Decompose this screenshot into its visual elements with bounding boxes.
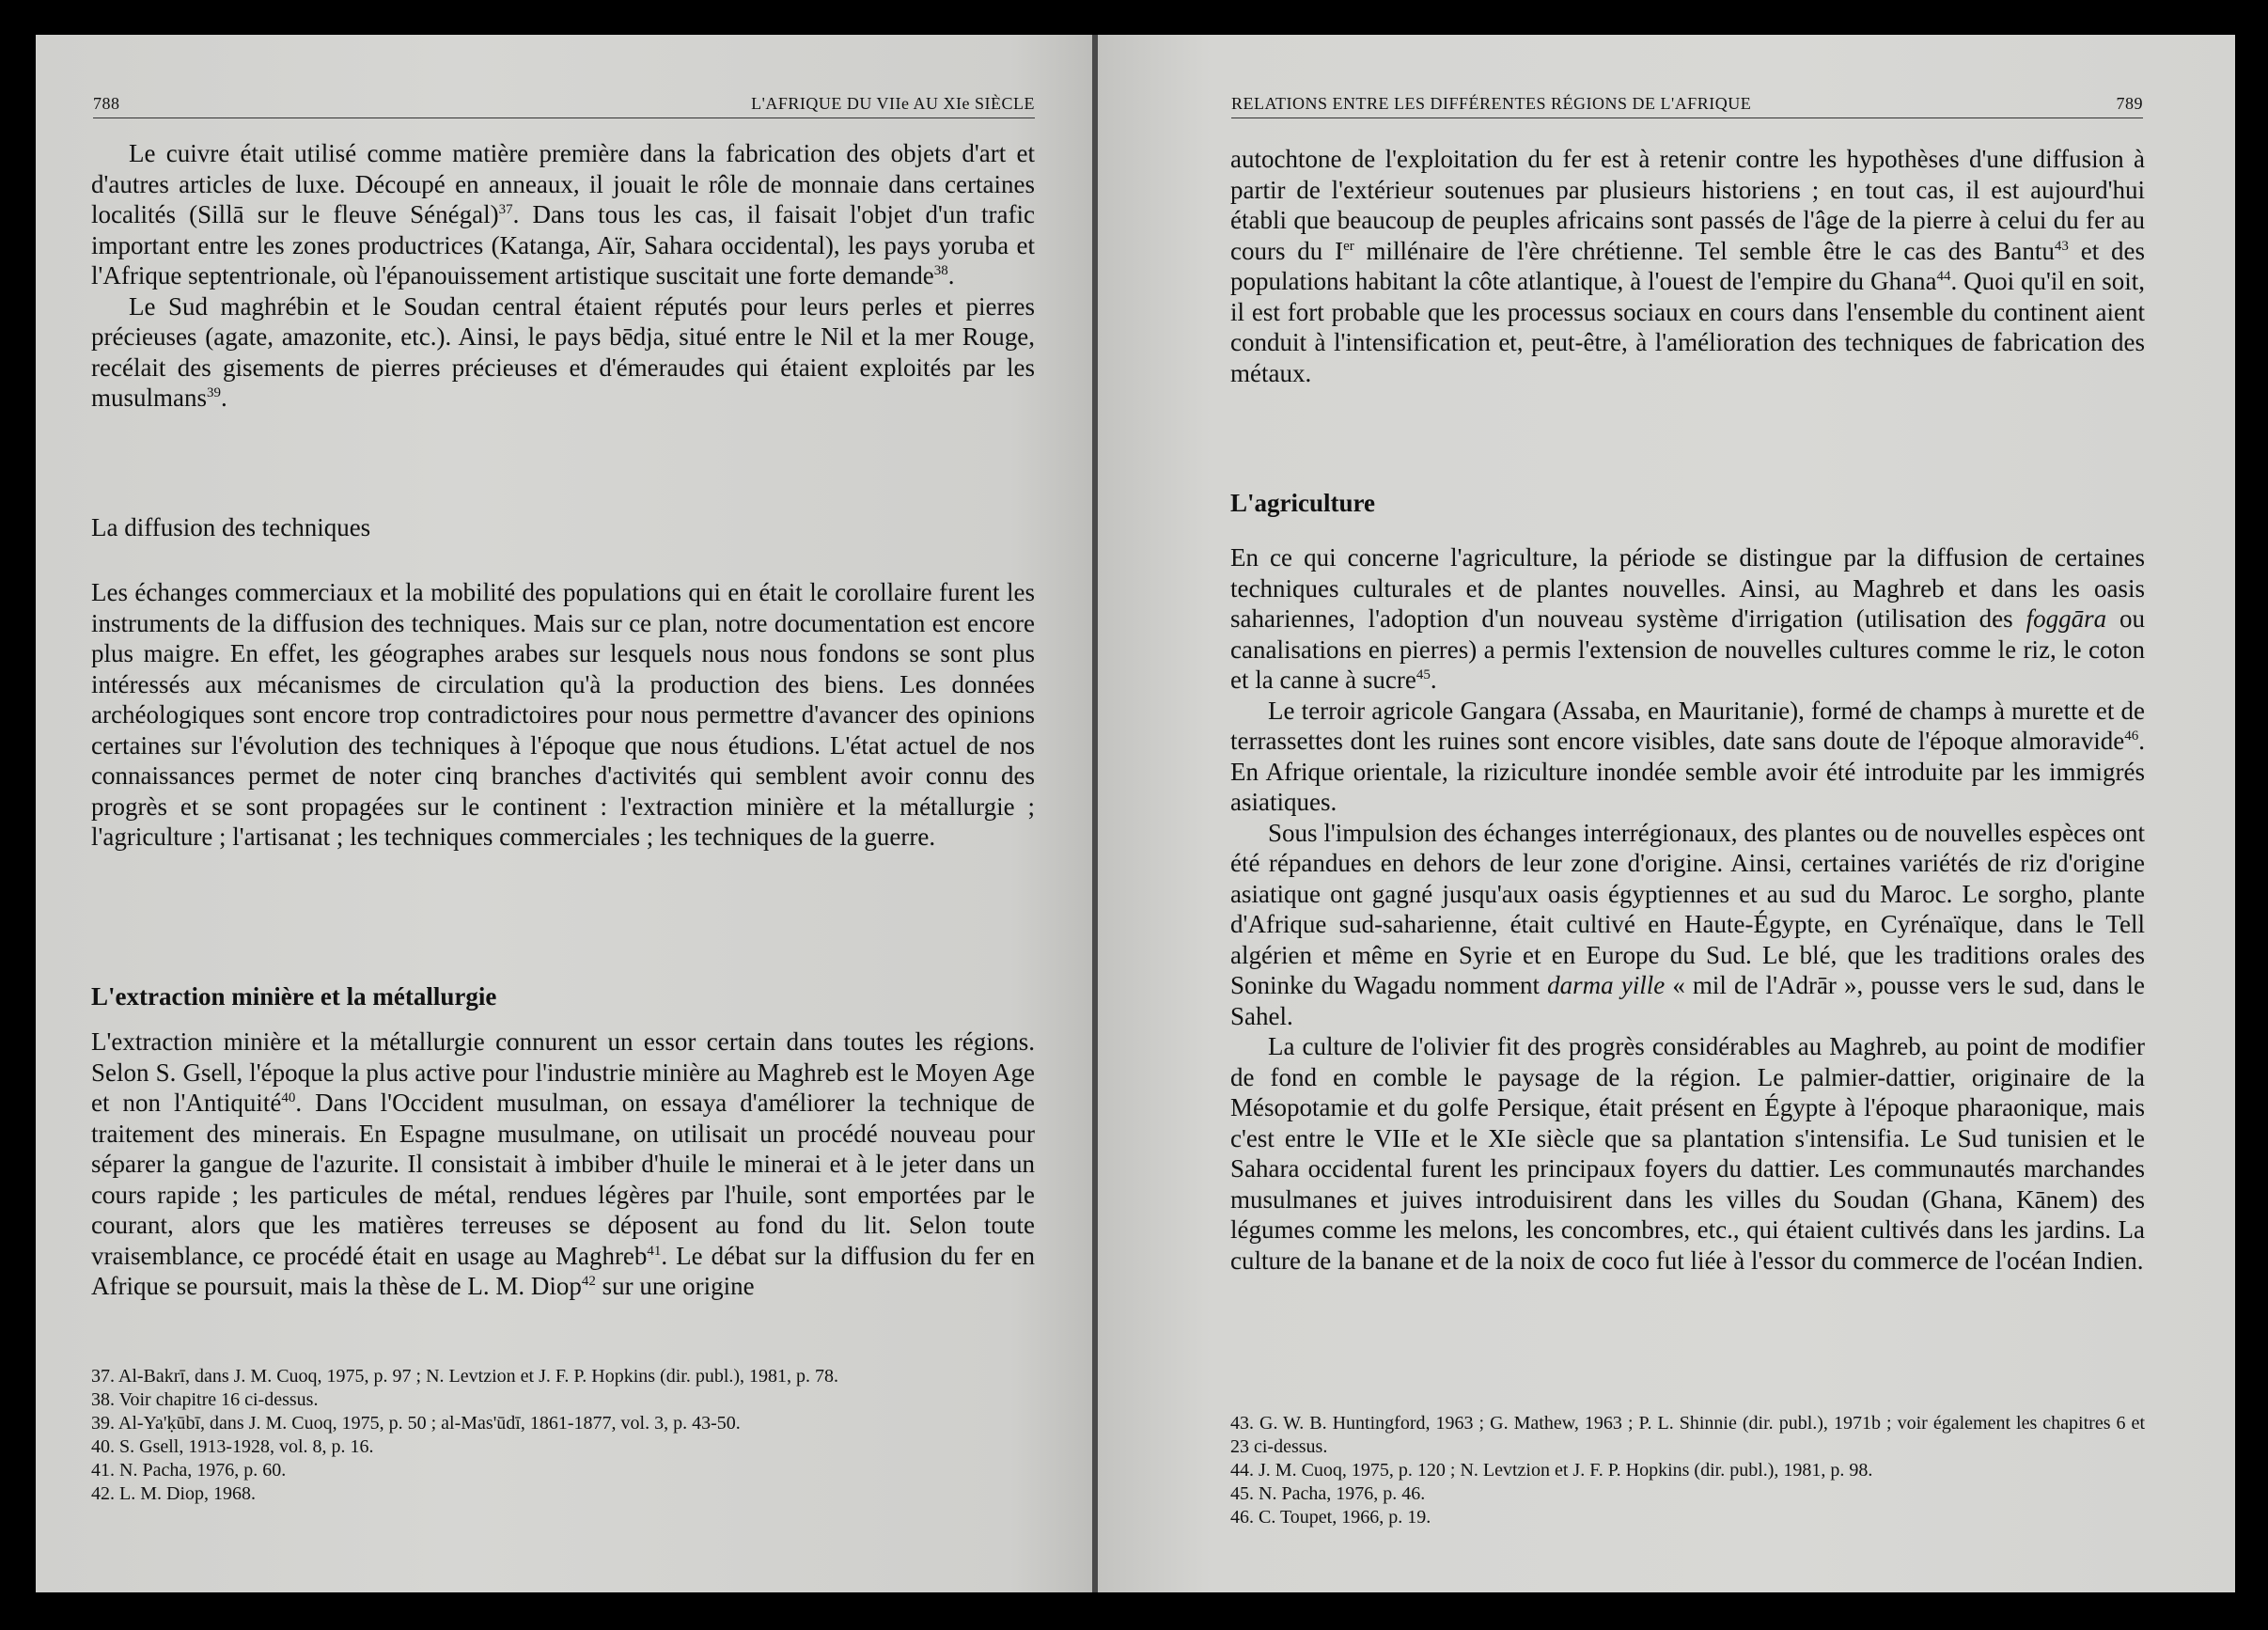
paragraph xyxy=(1230,696,2145,818)
small-caps-century: XIe xyxy=(1488,1123,1526,1152)
text-run: En ce qui concerne l'agriculture, la période se distingue par la diffusion de certaines techniques culturales et de plantes nouvelles. Ainsi, au Maghreb et dans les oasis sahariennes, l'adoption d'un nouveau système d'irrigation (utilisation des xyxy=(1230,543,2145,633)
text-run: . Quoi qu'il en soit, il est fort probable que les processus sociaux en cours dans l'ensemble du continent aient conduit à l'intensification et, peut-être, à l'amélioration des techniques de fabrication des métaux. xyxy=(1230,267,2145,387)
text-run: . Dans tous les cas, il faisait l'objet d'un trafic important entre les zones productrices (Katanga, Aïr, Sahara occidental), les pays yoruba et l'Afrique septentrionale, où l'épanouissement artistique suscitait une forte demande xyxy=(91,200,1035,290)
text-run: Sous l'impulsion des échanges interrégionaux, des plantes ou de nouvelles espèces ont été répandues en dehors de leur zone d'origine. Ainsi, certaines variétés de riz d'origine asiatique ont gagné jusqu'aux oasis égyptiennes et au sud du Maroc. Le sorgho, plante d'Afrique sud-saharienne, était cultivé en Haute-Égypte, en Cyrénaïque, dans le Tell algérien et même en Syrie et en Europe du Sud. Le blé, que les traditions orales des Soninke du Wagadu nomment xyxy=(1230,818,2145,999)
superscript: er xyxy=(1343,238,1354,254)
running-title: RELATIONS ENTRE LES DIFFÉRENTES RÉGIONS DE L'AFRIQUE xyxy=(1231,94,1752,113)
footnote-ref: 40 xyxy=(281,1090,296,1105)
text-run: . Le débat sur la diffusion du fer en Afrique se poursuit, mais la thèse de L. M. Diop xyxy=(91,1241,1035,1300)
footnote-ref: 37 xyxy=(498,202,513,217)
text-run: « mil de l'Adrār », pousse vers le sud, dans le Sahel. xyxy=(1230,971,2145,1030)
text-run: et des populations habitant la côte atlantique, à l'ouest de l'empire du Ghana xyxy=(1230,236,2145,295)
subsection-title: L'agriculture xyxy=(1230,489,1375,517)
left-page xyxy=(36,35,1095,1592)
left-body-2 xyxy=(91,577,1035,853)
right-footnotes xyxy=(1230,1412,2145,1529)
footnote: 44. J. M. Cuoq, 1975, p. 120 ; N. Levtzion et J. F. P. Hopkins (dir. publ.), 1981, p. 98. xyxy=(1230,1460,1873,1481)
text-run: . En Afrique orientale, la riziculture inondée semble avoir été introduite par les immigrés asiatiques. xyxy=(1230,727,2145,816)
left-running-head xyxy=(93,84,1035,118)
footnote: 38. Voir chapitre 16 ci-dessus. xyxy=(91,1389,319,1410)
text-run: Le Sud maghrébin et le Soudan central étaient réputés pour leurs perles et pierres précieuses (agate, amazonite, etc.). Ainsi, le pays bēdja, situé entre le Nil et la mer Rouge, recélait des gisements de pierres précieuses et d'émeraudes qui étaient exploités par les musulmans xyxy=(91,291,1035,412)
paragraph xyxy=(1230,818,2145,1032)
section-title: La diffusion des techniques xyxy=(91,513,371,541)
footnote: 46. C. Toupet, 1966, p. 19. xyxy=(1230,1507,1431,1528)
text-run: La culture de l'olivier fit des progrès considérables au Maghreb, au point de modifier de fond en comble le paysage de la région. Le palmier-dattier, originaire de la Mésopotamie et du golfe Persique, était présent en Égypte à l'époque pharaonique, mais c'est entre le xyxy=(1230,1032,2145,1152)
footnote-ref: 42 xyxy=(581,1274,596,1289)
footnote: 39. Al-Ya'ḳūbī, dans J. M. Cuoq, 1975, p. 50 ; al-Mas'ūdī, 1861-1877, vol. 3, p. 43-50. xyxy=(91,1413,741,1434)
footnote-ref: 45 xyxy=(1416,667,1431,682)
small-caps-century: VIIe xyxy=(1373,1123,1421,1152)
left-body xyxy=(91,138,1035,414)
left-footnotes xyxy=(91,1365,1033,1506)
footnote-ref: 43 xyxy=(2054,238,2069,254)
paragraph: En ce qui concerne l'agriculture, la période se distingue par la diffusion de certaines techniques culturales et de plantes nouvelles. Ainsi, au Maghreb et dans les oasis sahariennes, l'adoption d'un nouveau système d'irrigation (utilisation des foggāra ou canalisations en pierres) a permis l'extension de nouvelles cultures comme le riz, le coton et la canne à sucre$^{45}$. xyxy=(1230,543,2145,694)
footnote: 37. Al-Bakrī, dans J. M. Cuoq, 1975, p. 97 ; N. Levtzion et J. F. P. Hopkins (dir. publ.), 1981, p. 78. xyxy=(91,1366,839,1387)
footnote: 43. G. W. B. Huntingford, 1963 ; G. Mathew, 1963 ; P. L. Shinnie (dir. publ.), 1971b ; voir également les chapitres 6 et 23 ci-dessus. xyxy=(1230,1413,2145,1457)
footnote-ref: 46 xyxy=(2124,729,2139,744)
footnote: 45. N. Pacha, 1976, p. 46. xyxy=(1230,1483,1426,1504)
running-title: L'AFRIQUE DU VIIe AU XIe SIÈCLE xyxy=(751,94,1035,113)
text-run: L'extraction minière et la métallurgie connurent un essor certain dans toutes les régions. Selon S. Gsell, l'époque la plus active pour l'industrie minière au Maghreb est le Moyen Age et non l'Antiquité xyxy=(91,1027,1035,1117)
footnote: 40. S. Gsell, 1913-1928, vol. 8, p. 16. xyxy=(91,1436,374,1457)
text-run: siècle que sa plantation s'intensifia. Le Sud tunisien et le Sahara occidental furent les principaux foyers du dattier. Les communautés marchandes musulmanes et juives introduisirent dans les villes du Soudan (Ghana, Kānem) des légumes comme les melons, les concombres, etc., qui étaient cultivés dans les jardins. La culture de la banane et de la noix de coco fut liée à l'essor du commerce de l'océan Indien. xyxy=(1230,1123,2145,1275)
subsection-title: L'extraction minière et la métallurgie xyxy=(91,982,497,1011)
footnote-ref: 39 xyxy=(207,385,222,400)
text-run: millénaire de l'ère chrétienne. Tel semble être le cas des Bantu xyxy=(1353,236,2055,265)
footnote: 41. N. Pacha, 1976, p. 60. xyxy=(91,1460,287,1481)
text-run: ou canalisations en pierres) a permis l'extension de nouvelles cultures comme le riz, le coton et la canne à sucre xyxy=(1230,604,2145,694)
right-running-head xyxy=(1231,84,2143,118)
footnote-ref: 44 xyxy=(1936,269,1951,284)
left-body-3 xyxy=(91,1027,1035,1302)
paragraph: Les échanges commerciaux et la mobilité des populations qui en était le corollaire furent les instruments de la diffusion des techniques. Mais sur ce plan, notre documentation est encore plus maigre. En effet, les géographes arabes sur lesquels nous nous fondons se sont plus intéressés aux mécanismes de circulation qu'à la production des biens. Les données archéologiques sont encore trop contradictoires pour nous permettre d'avancer des opinions certaines sur l'évolution des techniques à l'époque que nous étudions. L'état actuel de nos connaissances permet de noter cinq branches d'activités qui semblent avoir connu des progrès et se sont propagées sur le continent : l'extraction minière et la métallurgie ; l'agriculture ; l'artisanat ; les techniques commerciales ; les techniques de la guerre. xyxy=(91,578,1035,851)
italic-term: foggāra xyxy=(2026,604,2107,633)
italic-term: darma yille xyxy=(1547,971,1666,999)
paragraph: Le cuivre était utilisé comme matière première dans la fabrication des objets d'art et d'autres articles de luxe. Découpé en anneaux, il jouait le rôle de monnaie dans certaines localités (Sillā sur le fleuve Sénégal)$^{37}$. Dans tous les cas, il faisait l'objet d'un trafic important entre les zones productrices (Katanga, Aïr, Sahara occidental), les pays yoruba et l'Afrique septentrionale, où l'épanouissement artistique suscitait une forte demande$^{38}$. xyxy=(91,139,1035,290)
footnote: 42. L. M. Diop, 1968. xyxy=(91,1483,256,1504)
paragraph xyxy=(1230,144,2145,388)
right-body-2 xyxy=(1230,542,2145,1276)
paragraph xyxy=(91,1027,1035,1302)
paragraph xyxy=(1230,1031,2145,1276)
text-run: Le terroir agricole Gangara (Assaba, en Mauritanie), formé de champs à murette et de terrassettes dont les ruines sont encore visibles, date sans doute de l'époque almoravide xyxy=(1230,696,2145,755)
page-number: 788 xyxy=(93,94,120,113)
right-page xyxy=(1098,35,2235,1592)
page-number: 789 xyxy=(2116,94,2143,113)
text-run: autochtone de l'exploitation du fer est à retenir contre les hypothèses d'une diffusion à partir de l'extérieur soutenues par plusieurs historiens ; en tout cas, il est aujourd'hui établi que beaucoup de peuples africains sont passés de l'âge de la pierre à celui du fer au cours du I xyxy=(1230,145,2145,265)
paragraph: Le Sud maghrébin et le Soudan central étaient réputés pour leurs perles et pierres précieuses (agate, amazonite, etc.). Ainsi, le pays bēdja, situé entre le Nil et la mer Rouge, recélait des gisements de pierres précieuses et d'émeraudes qui étaient exploités par les musulmans$^{39}$. xyxy=(91,291,1035,412)
text-run: sur une origine xyxy=(595,1272,755,1300)
footnote-ref: 41 xyxy=(647,1243,662,1259)
book-spread xyxy=(36,35,2235,1592)
text-run: . Dans l'Occident musulman, on essaya d'améliorer la technique de traitement des minerais. En Espagne musulmane, on utilisait un procédé nouveau pour séparer la gangue de l'azurite. Il consistait à imbiber d'huile le minerai et à le jeter dans un cours rapide ; les particules de métal, rendues légères par l'huile, sont emportées par le courant, alors que les matières terreuses se déposent au fond du lit. Selon toute vraisemblance, ce procédé était en usage au Maghreb xyxy=(91,1089,1036,1270)
right-body xyxy=(1230,144,2145,388)
text-run: Le cuivre était utilisé comme matière première dans la fabrication des objets d'art et d'autres articles de luxe. Découpé en anneaux, il jouait le rôle de monnaie dans certaines localités (Sillā sur le fleuve Sénégal) xyxy=(91,139,1035,228)
text-run: et le xyxy=(1420,1123,1489,1152)
footnote-ref: 38 xyxy=(933,263,948,278)
